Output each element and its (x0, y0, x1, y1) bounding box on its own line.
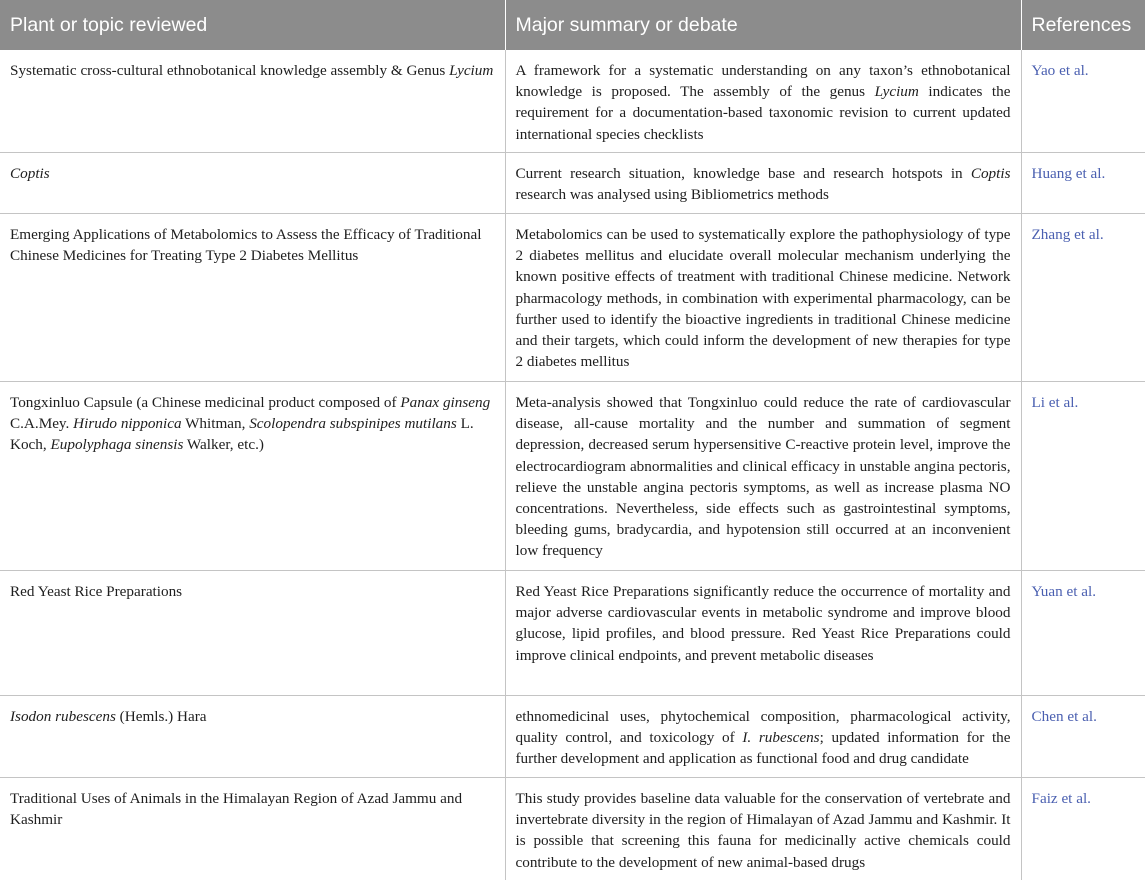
topic-cell-text: Coptis (10, 165, 50, 182)
topic-cell-text: Scolopendra subspinipes mutilans (249, 415, 457, 433)
topic-cell-text: Lycium (449, 62, 494, 79)
summary-cell-text: ethnomedicinal uses, phytochemical composition, pharmacological activity, quality control, and toxicology of (515, 708, 1011, 747)
reference-link[interactable]: Huang et al. (1021, 153, 1145, 214)
topic-cell-text: L. Koch, (10, 415, 474, 454)
topic-cell-text: Panax ginseng (400, 394, 491, 411)
topic-cell-text: Red Yeast Rice Preparations (10, 583, 183, 600)
table-row (0, 571, 1145, 696)
topic-cell (0, 50, 505, 153)
table-row (0, 50, 1145, 153)
summary-cell (505, 214, 1021, 382)
summary-cell-text: indicates the requirement for a documentation-based taxonomic revision to current updated international species checklists (515, 83, 1011, 143)
topic-cell (0, 214, 505, 382)
reference-link[interactable]: Li et al. (1021, 382, 1145, 571)
summary-cell-text: This study provides baseline data valuable for the conservation of vertebrate and invertebrate diversity in the region of Himalayan of Azad Jammu and Kashmir. It is possible that screening this fauna for medicinally active chemicals could contribute to the development of new animal-based drugs (515, 790, 1011, 871)
topic-cell-text: Emerging Applications of Metabolomics to Assess the Efficacy of Traditional Chinese Medicines for Treating Type 2 Diabetes Mellitus (10, 226, 482, 265)
header-references: References (1021, 0, 1145, 50)
summary-cell (505, 696, 1021, 778)
summary-cell-text: Metabolomics can be used to systematically explore the pathophysiology of type 2 diabetes mellitus and elucidate overall molecular mechanism underlying the known positive effects of treatment with traditional Chinese medicine. Network pharmacology methods, in combination with experimental pharmacology, can be further used to identify the bioactive ingredients in traditional Chinese medicine and their targets, which could inform the development of new therapies for type 2 diabetes mellitus (515, 226, 1011, 371)
table-row (0, 696, 1145, 778)
summary-cell-text: ; updated information for the further development and application as functional food and drug candidate (515, 729, 1011, 768)
summary-cell-text: Red Yeast Rice Preparations significantly reduce the occurrence of mortality and major adverse cardiovascular events in metabolic syndrome and improve blood glucose, lipid profiles, and blood pressure. Red Yeast Rice Preparations could improve clinical endpoints, and prevent metabolic diseases (515, 583, 1011, 664)
topic-cell (0, 696, 505, 778)
summary-cell (505, 153, 1021, 214)
summary-cell (505, 50, 1021, 153)
topic-cell-text: Walker, etc.) (183, 436, 264, 454)
summary-cell-text: Meta-analysis showed that Tongxinluo could reduce the rate of cardiovascular disease, all-cause mortality and the number and summation of segment depression, decreased serum hypersensitive C-reactive protein level, improve the electrocardiogram abnormalities and clinical efficacy in unstable angina pectoris, relieve the unstable angina pectoris symptoms, as well as increase plasma NO concentrations. Nevertheless, side effects such as gastrointestinal symptoms, bleeding gums, bradycardia, and hypotension still occurred at an inconvenient low frequency (515, 394, 1011, 560)
reference-link[interactable]: Yao et al. (1021, 50, 1145, 153)
topic-cell-text: Eupolyphaga sinensis (50, 436, 184, 454)
topic-cell-text: Tongxinluo Capsule (a Chinese medicinal product composed of (10, 394, 401, 411)
table-row (0, 778, 1145, 881)
summary-cell (505, 571, 1021, 696)
topic-cell-text: Systematic cross-cultural ethnobotanical knowledge assembly & Genus (10, 62, 450, 79)
summary-cell-text: A framework for a systematic understanding on any taxon’s ethnobotanical knowledge is proposed. The assembly of the genus (515, 62, 1011, 101)
summary-cell-text: Current research situation, knowledge base and research hotspots in (515, 165, 971, 182)
topic-cell-text: Isodon rubescens (10, 708, 116, 725)
topic-cell-text: Whitman, (181, 415, 250, 433)
table-row (0, 382, 1145, 571)
header-row (0, 0, 1145, 50)
header-topic: Plant or topic reviewed (0, 0, 505, 50)
summary-cell (505, 778, 1021, 881)
summary-cell-text: Lycium (874, 83, 919, 101)
reference-link[interactable]: Chen et al. (1021, 696, 1145, 778)
header-summary: Major summary or debate (505, 0, 1021, 50)
topic-cell-text: Hirudo nipponica (73, 415, 182, 433)
reference-link[interactable]: Zhang et al. (1021, 214, 1145, 382)
table-row (0, 153, 1145, 214)
topic-cell-text: C.A.Mey. (10, 415, 74, 433)
topic-cell (0, 153, 505, 214)
summary-cell (505, 382, 1021, 571)
summary-cell-text: I. rubescens (742, 729, 820, 747)
topic-cell (0, 778, 505, 881)
summary-cell-text: Coptis (970, 165, 1011, 182)
topic-cell-text: Traditional Uses of Animals in the Himalayan Region of Azad Jammu and Kashmir (10, 790, 463, 829)
topic-cell-text: (Hemls.) Hara (115, 708, 207, 725)
reference-link[interactable]: Yuan et al. (1021, 571, 1145, 696)
topic-cell (0, 571, 505, 696)
table-row (0, 214, 1145, 382)
topic-cell (0, 382, 505, 571)
reference-link[interactable]: Faiz et al. (1021, 778, 1145, 881)
table-body (0, 50, 1145, 880)
summary-cell-text: research was analysed using Bibliometrics methods (515, 186, 829, 204)
